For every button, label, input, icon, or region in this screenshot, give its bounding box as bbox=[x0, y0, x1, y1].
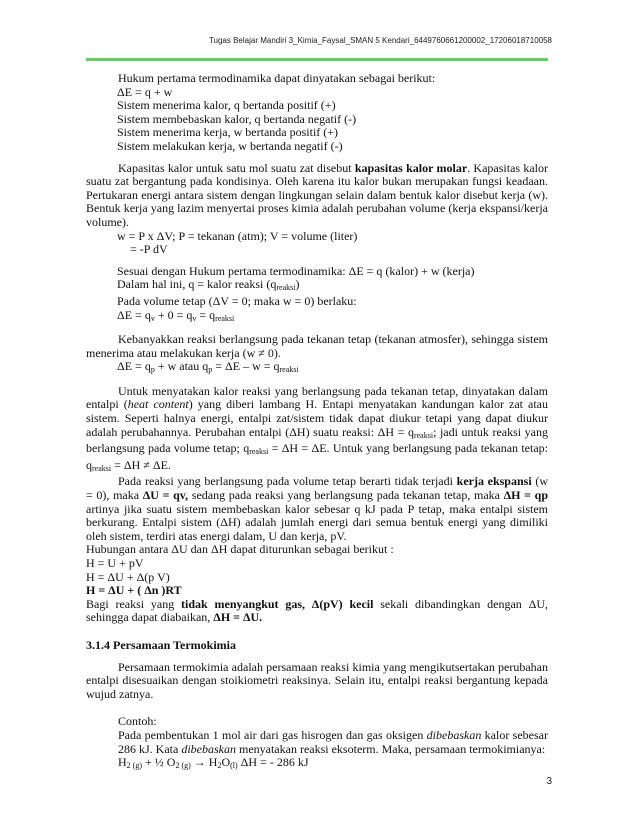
page-number: 3 bbox=[546, 776, 552, 787]
text-line: Hukum pertama termodinamika dapat dinyatakan sebagai berikut: bbox=[118, 71, 436, 85]
header-divider bbox=[86, 58, 548, 61]
formula-line: $\Delta E = q_p + w$ atau $q_p = \Delta E - w = q_{reaksi}$ bbox=[117, 359, 299, 375]
example-title: Contoh: bbox=[118, 714, 157, 729]
text-line: Sistem menerima kerja, w bertanda positif (+) bbox=[117, 125, 339, 140]
paragraph: Untuk menyatakan kalor reaksi yang berlangsung pada tekanan tetap, dinyatakan dalam entalpi (heat content) yang diberi lambang H. Entapi menyatakan kandungan kalor zat atau sistem. Seperti halnya energi, entalpi zat/sistem tidak dapat diukur tetapi yang dapat diukur adalah perubahannya. Perubahan entalpi (ΔH) suatu reaksi: $\Delta H = q_{reaksi}$; jadi untuk reaksi yang berlangsung pada volume tetap; $q_{reaksi} = \Delta H = \Delta E$. Untuk yang berlangsung pada tekanan tetap: $q_{reaksi} = \Delta H \ne \Delta E$. bbox=[86, 383, 549, 473]
paragraph: Kapasitas kalor untuk satu mol suatu zat disebut kapasitas kalor molar. Kapasitas kalor suatu zat bergantung pada kondisinya. Oleh karena itu kalor bukan merupakan fungsi keadaan. Pertukaran energi antara sistem dengan lingkungan selain dalam bentuk kalor disebut kerja (w). Bentuk kerja yang lazim menyertai proses kimia adalah perubahan volume (kerja ekspansi/kerja volume). bbox=[86, 160, 549, 229]
text-line: Pada volume tetap (ΔV = 0; maka w = 0) berlaku: bbox=[117, 293, 357, 308]
example-block bbox=[86, 715, 548, 772]
text-line: Hubungan antara ΔU dan ΔH dapat diturunkan sebagai berikut : bbox=[86, 542, 394, 557]
page-header: Tugas Belajar Mandiri 3_Kimia_Faysal_SMAN 5 Kendari_6449760661200002_17206018710058 bbox=[208, 36, 552, 45]
document-body bbox=[86, 72, 548, 773]
text-line: Sistem membebaskan kalor, q bertanda negatif (-) bbox=[117, 111, 357, 126]
section-heading: 3.1.4 Persamaan Termokimia bbox=[86, 637, 236, 652]
formula-line: w = P x ΔV; P = tekanan (atm); V = volume (liter) bbox=[117, 228, 358, 243]
paragraph: Pada reaksi yang berlangsung pada volume tetap berarti tidak terjadi kerja ekspansi (w = 0), maka ΔU = qv, sedang pada reaksi yang berlangsung pada tekanan tetap, maka ΔH = qp artinya jika suatu sistem membebaskan kalor sebesar q kJ pada P tetap, maka entalpi sistem berkurang. Entalpi sistem (ΔH) adalah jumlah energi dari semua bentuk energi yang dimiliki oleh sistem, terdiri atas energi dalam, U dan kerja, pV. bbox=[86, 474, 549, 543]
text-line: Sistem melakukan kerja, w bertanda negatif (-) bbox=[117, 138, 343, 153]
thermochemical-equation: $H_{2 (g)}$ + ½ $O_{2 (g)} \to H_2O_{(l)}$ ΔH = - 286 kJ bbox=[118, 755, 309, 771]
paragraph: Kebanyakkan reaksi berlangsung pada tekanan tetap (tekanan atmosfer), sehingga sistem menerima atau melakukan kerja (w ≠ 0). bbox=[86, 332, 548, 360]
paragraph: Pada pembentukan 1 mol air dari gas hisrogen dan gas oksigen dibebaskan kalor sebesar 286 kJ. Kata dibebaskan menyatakan reaksi eksoterm. Maka, persamaan termokimianya: bbox=[118, 727, 548, 756]
formula-line: H = U + pV bbox=[86, 556, 144, 570]
paragraph: Persamaan termokimia adalah persamaan reaksi kimia yang mengikutsertakan perubahan entalpi disesuaikan dengan stoikiometri reaksinya. Selain itu, entalpi reaksi bergantung kepada wujud zatnya. bbox=[86, 659, 548, 701]
paragraph: Bagi reaksi yang tidak menyangkut gas, Δ(pV) kecil sekali dibandingkan dengan ΔU, sehingga dapat diabaikan, ΔH = ΔU. bbox=[86, 596, 548, 625]
formula-line: ΔE = q + w bbox=[117, 84, 173, 99]
text-line: Sistem menerima kalor, q bertanda positif (+) bbox=[117, 98, 336, 113]
text-line: Sesuai dengan Hukum pertama termodinamika: ΔE = q (kalor) + w (kerja) bbox=[117, 263, 475, 278]
formula-line: H = ΔU + ( Δn )RT bbox=[86, 583, 182, 598]
formula-line: = -P dV bbox=[130, 242, 168, 257]
text-line: Dalam hal ini, q = kalor reaksi $(q_{reaksi})$ bbox=[117, 277, 300, 293]
formula-line: H = ΔU + Δ(p V) bbox=[86, 569, 170, 584]
formula-line: $\Delta E = q_v + 0 = q_v = q_{reaksi}$ bbox=[117, 307, 235, 323]
